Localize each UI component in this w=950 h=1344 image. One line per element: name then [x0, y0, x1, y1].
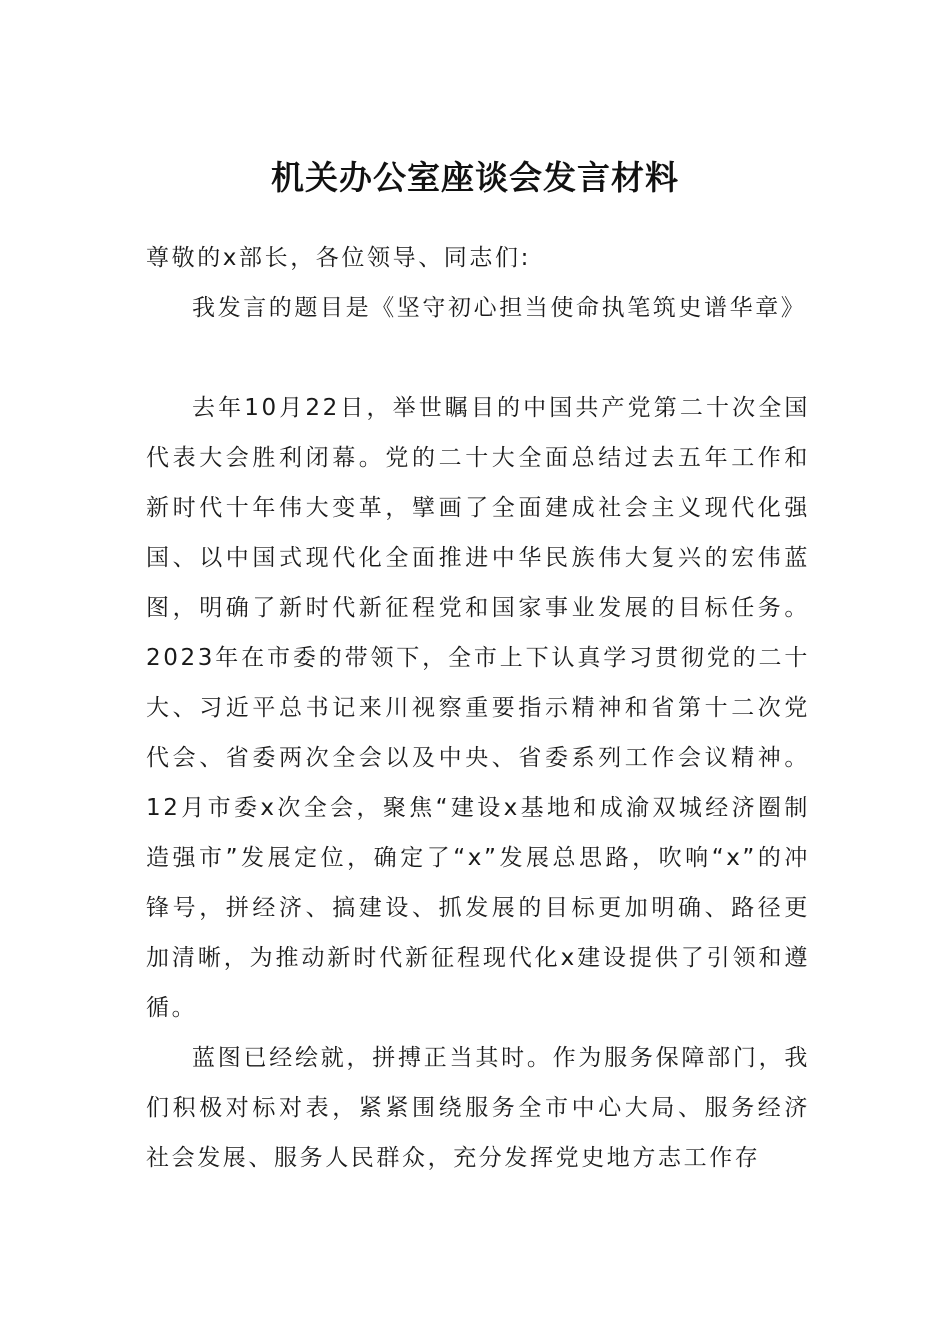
salutation: 尊敬的x部长，各位领导、同志们:	[146, 245, 531, 271]
paragraph-background: 去年10月22日，举世瞩目的中国共产党第二十次全国代表大会胜利闭幕。党的二十大全面总结过去五年工作和新时代十年伟大变革，擘画了全面建成社会主义现代化强国、以中国式现代化全面推进中华民族伟大复兴的宏伟蓝图，明确了新时代新征程党和国家事业发展的目标任务。2023年在市委的带领下，全市上下认真学习贯彻党的二十大、习近平总书记来川视察重要指示精神和省第十二次党代会、省委两次全会以及中央、省委系列工作会议精神。12月市委x次全会，聚焦“建设x基地和成渝双城经济圈制造强市”发展定位，确定了“x”发展总思路，吹响“x”的冲锋号，拼经济、搞建设、抓发展的目标更加明确、路径更加清晰，为推动新时代新征程现代化x建设提供了引领和遵循。	[146, 395, 810, 1021]
document-title: 机关办公室座谈会发言材料	[271, 158, 679, 197]
paragraph-topic: 我发言的题目是《坚守初心担当使命执笔筑史谱华章》	[192, 295, 807, 321]
paragraph-blueprint: 蓝图已经绘就，拼搏正当其时。作为服务保障部门，我们积极对标对表，紧紧围绕服务全市中心大局、服务经济社会发展、服务人民群众，充分发挥党史地方志工作存	[146, 1045, 810, 1171]
